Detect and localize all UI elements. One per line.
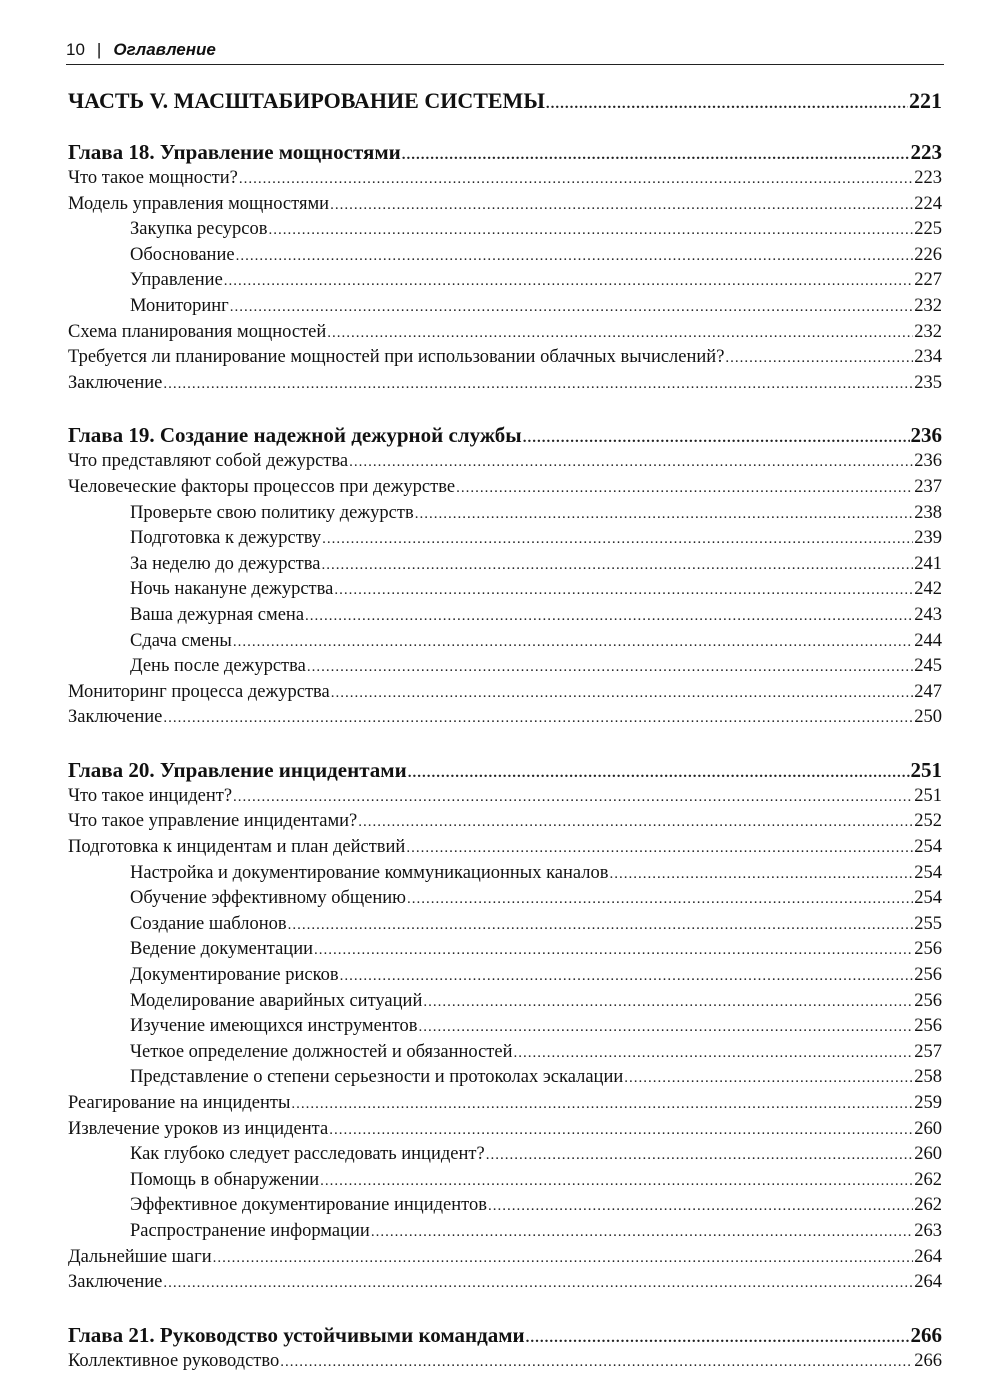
entry-page: 225 xyxy=(914,219,942,240)
entry-page: 226 xyxy=(914,244,942,265)
spacer xyxy=(68,731,942,756)
entry-page: 242 xyxy=(914,579,942,600)
entry-page: 245 xyxy=(914,656,942,677)
toc-entry xyxy=(68,809,942,835)
entry-page: 224 xyxy=(914,193,942,214)
entry-title: Изучение имеющихся инструментов xyxy=(130,1016,418,1037)
entry-title: Представление о степени серьезности и протоколах эскалации xyxy=(130,1067,624,1088)
chapter-page: 266 xyxy=(910,1322,942,1347)
entry-title: Что представляют собой дежурства xyxy=(68,451,349,472)
entry-page: 259 xyxy=(914,1093,942,1113)
dot-leader xyxy=(288,913,914,939)
dot-leader xyxy=(514,1041,914,1067)
toc-subentry xyxy=(68,912,942,938)
dot-leader xyxy=(233,630,913,656)
chapter-page: 223 xyxy=(910,140,942,164)
entry-page: 256 xyxy=(914,939,942,960)
toc-subentry xyxy=(68,937,942,963)
dot-leader xyxy=(349,450,913,476)
toc-subentry xyxy=(68,861,942,887)
dot-leader xyxy=(488,1194,913,1220)
dot-leader xyxy=(610,862,914,888)
dot-leader xyxy=(321,553,913,579)
dot-leader xyxy=(402,141,910,169)
entry-title: Эффективное документирование инцидентов xyxy=(130,1195,487,1216)
toc-entry xyxy=(68,835,942,861)
entry-title: За неделю до дежурства xyxy=(130,553,321,574)
entry-title: Распространение информации xyxy=(130,1220,370,1241)
toc-subentry xyxy=(68,1014,942,1040)
entry-page: 252 xyxy=(914,811,942,832)
dot-leader xyxy=(523,424,910,452)
dot-leader xyxy=(163,706,913,732)
toc-subentry xyxy=(68,629,942,655)
entry-page: 256 xyxy=(914,1016,942,1037)
toc-chapter-19 xyxy=(68,421,942,449)
dot-leader xyxy=(230,295,913,321)
part-title: ЧАСТЬ V. МАСШТАБИРОВАНИЕ СИСТЕМЫ xyxy=(68,88,545,113)
dot-leader xyxy=(213,1246,914,1272)
entry-page: 260 xyxy=(914,1144,942,1165)
dot-leader xyxy=(408,759,910,787)
entry-title: Обоснование xyxy=(130,244,235,265)
toc-subentry xyxy=(68,1168,942,1194)
dot-leader xyxy=(314,938,913,964)
toc-entry xyxy=(68,1270,942,1296)
entry-title: Человеческие факторы процессов при дежурстве xyxy=(68,476,456,497)
entry-page: 258 xyxy=(914,1067,942,1088)
toc-entry xyxy=(68,475,942,501)
entry-page: 264 xyxy=(914,1272,942,1293)
entry-title: Сдача смены xyxy=(130,630,232,651)
dot-leader xyxy=(320,1169,913,1195)
toc-subentry xyxy=(68,603,942,629)
dot-leader xyxy=(327,321,913,347)
toc-entry xyxy=(68,1349,942,1375)
entry-page: 239 xyxy=(914,528,942,549)
toc-subentry xyxy=(68,654,942,680)
entry-title: Настройка и документирование коммуникационных каналов xyxy=(130,862,609,883)
entry-page: 235 xyxy=(914,372,942,393)
dot-leader xyxy=(526,1324,910,1352)
entry-title: Мониторинг xyxy=(130,295,229,316)
entry-title: Требуется ли планирование мощностей при использовании облачных вычислений? xyxy=(68,347,725,368)
entry-page: 266 xyxy=(914,1350,942,1371)
entry-page: 243 xyxy=(914,604,942,625)
dot-leader xyxy=(371,1220,913,1246)
dot-leader xyxy=(624,1066,913,1092)
entry-title: Ведение документации xyxy=(130,939,314,960)
toc-subentry xyxy=(68,886,942,912)
dot-leader xyxy=(305,604,913,630)
toc-entry xyxy=(68,784,942,810)
toc-entry xyxy=(68,345,942,371)
toc-entry xyxy=(68,1245,942,1271)
entry-title: Подготовка к инцидентам и план действий xyxy=(68,837,406,858)
entry-title: Моделирование аварийных ситуаций xyxy=(130,990,423,1011)
part-page: 221 xyxy=(909,88,942,113)
entry-title: Что такое управление инцидентами? xyxy=(68,811,358,832)
entry-page: 250 xyxy=(914,707,942,728)
dot-leader xyxy=(406,836,913,862)
dot-leader xyxy=(269,218,914,244)
entry-title: Дальнейшие шаги xyxy=(68,1246,212,1267)
chapter-title: Глава 19. Создание надежной дежурной службы xyxy=(68,423,522,448)
entry-page: 247 xyxy=(914,681,942,702)
entry-page: 244 xyxy=(914,630,942,651)
entry-title: Коллективное руководство xyxy=(68,1350,280,1371)
dot-leader xyxy=(224,269,913,295)
dot-leader xyxy=(331,681,913,707)
entry-title: Заключение xyxy=(68,1272,163,1293)
entry-page: 262 xyxy=(914,1169,942,1190)
dot-leader xyxy=(291,1092,913,1118)
entry-page: 251 xyxy=(914,785,942,806)
toc-subentry xyxy=(68,1142,942,1168)
entry-page: 254 xyxy=(914,837,942,858)
toc-chapter-20 xyxy=(68,756,942,784)
chapter-page: 251 xyxy=(910,757,942,782)
entry-page: 238 xyxy=(914,502,942,523)
dot-leader xyxy=(280,1350,913,1376)
entry-title: Модель управления мощностями xyxy=(68,193,330,214)
toc-subentry xyxy=(68,217,942,243)
toc-subentry xyxy=(68,963,942,989)
entry-page: 263 xyxy=(914,1220,942,1241)
dot-leader xyxy=(358,810,913,836)
entry-title: Извлечение уроков из инцидента xyxy=(68,1118,329,1139)
entry-page: 237 xyxy=(914,476,942,497)
entry-page: 254 xyxy=(914,888,942,909)
entry-page: 257 xyxy=(914,1041,942,1062)
entry-page: 256 xyxy=(914,965,942,986)
entry-page: 227 xyxy=(914,270,942,291)
toc-entry xyxy=(68,680,942,706)
entry-title: Закупка ресурсов xyxy=(130,219,268,240)
entry-title: Ночь накануне дежурства xyxy=(130,579,334,600)
entry-title: Схема планирования мощностей xyxy=(68,321,327,342)
entry-page: 260 xyxy=(914,1118,942,1139)
toc-entry xyxy=(68,1117,942,1143)
entry-title: Как глубоко следует расследовать инцидент? xyxy=(130,1144,485,1165)
dot-leader xyxy=(330,193,913,219)
dot-leader xyxy=(334,578,913,604)
chapter-page: 236 xyxy=(910,423,942,448)
dot-leader xyxy=(456,476,913,502)
entry-title: Заключение xyxy=(68,707,163,728)
dot-leader xyxy=(486,1143,914,1169)
entry-title: Создание шаблонов xyxy=(130,913,287,934)
toc-subentry xyxy=(68,268,942,294)
entry-page: 234 xyxy=(914,347,942,368)
toc-subentry xyxy=(68,243,942,269)
toc-entry xyxy=(68,371,942,397)
dot-leader xyxy=(233,785,913,811)
entry-title: Обучение эффективному общению xyxy=(130,888,406,909)
toc-subentry xyxy=(68,501,942,527)
toc-subentry xyxy=(68,1219,942,1245)
dot-leader xyxy=(546,85,908,123)
toc-entry xyxy=(68,705,942,731)
entry-title: Заключение xyxy=(68,372,163,393)
spacer xyxy=(68,1296,942,1321)
entry-title: Мониторинг процесса дежурства xyxy=(68,681,330,702)
entry-page: 236 xyxy=(914,451,942,472)
dot-leader xyxy=(725,346,913,372)
entry-page: 255 xyxy=(914,913,942,934)
entry-title: Документирование рисков xyxy=(130,965,339,986)
dot-leader xyxy=(415,502,914,528)
toc-subentry xyxy=(68,552,942,578)
dot-leader xyxy=(329,1118,913,1144)
dot-leader xyxy=(307,655,913,681)
dot-leader xyxy=(340,964,914,990)
spacer xyxy=(68,396,942,421)
entry-title: Что такое инцидент? xyxy=(68,785,233,806)
entry-page: 254 xyxy=(914,862,942,883)
entry-title: Управление xyxy=(130,270,223,291)
toc-subentry xyxy=(68,1193,942,1219)
entry-title: День после дежурства xyxy=(130,656,306,677)
toc-part-heading xyxy=(68,82,942,120)
chapter-title: Глава 18. Управление мощностями xyxy=(68,140,401,164)
toc-subentry xyxy=(68,1040,942,1066)
entry-title: Что такое мощности? xyxy=(68,168,238,188)
dot-leader xyxy=(423,990,913,1016)
entry-title: Реагирование на инциденты xyxy=(68,1093,291,1113)
toc-subentry xyxy=(68,526,942,552)
dot-leader xyxy=(419,1015,914,1041)
table-of-contents xyxy=(68,82,942,1374)
toc-subentry xyxy=(68,989,942,1015)
entry-page: 232 xyxy=(914,321,942,342)
entry-page: 262 xyxy=(914,1195,942,1216)
toc-entry xyxy=(68,449,942,475)
toc-subentry xyxy=(68,294,942,320)
entry-title: Проверьте свою политику дежурств xyxy=(130,502,414,523)
entry-title: Ваша дежурная смена xyxy=(130,604,305,625)
toc-entry xyxy=(68,1091,942,1117)
toc-chapter-18 xyxy=(68,138,942,166)
dot-leader xyxy=(407,887,913,913)
toc-chapter-21 xyxy=(68,1321,942,1349)
entry-title: Четкое определение должностей и обязанностей xyxy=(130,1041,513,1062)
entry-page: 241 xyxy=(914,553,942,574)
dot-leader xyxy=(163,1271,913,1297)
chapter-title: Глава 21. Руководство устойчивыми командами xyxy=(68,1322,525,1347)
toc-entry xyxy=(68,320,942,346)
entry-page: 264 xyxy=(914,1246,942,1267)
entry-title: Помощь в обнаружении xyxy=(130,1169,320,1190)
toc-subentry xyxy=(68,1065,942,1091)
chapter-title: Глава 20. Управление инцидентами xyxy=(68,757,407,782)
toc-entry xyxy=(68,192,942,218)
header-title: Оглавление xyxy=(113,40,216,59)
entry-page: 232 xyxy=(914,295,942,316)
entry-title: Подготовка к дежурству xyxy=(130,528,322,549)
toc-subentry xyxy=(68,577,942,603)
entry-page: 223 xyxy=(914,168,942,188)
entry-page: 256 xyxy=(914,990,942,1011)
running-header xyxy=(66,38,944,65)
header-separator: | xyxy=(96,40,102,59)
toc-entry xyxy=(68,166,942,192)
dot-leader xyxy=(163,372,913,398)
dot-leader xyxy=(322,527,913,553)
page-number: 10 xyxy=(66,40,85,59)
dot-leader xyxy=(239,167,913,193)
dot-leader xyxy=(236,244,914,270)
